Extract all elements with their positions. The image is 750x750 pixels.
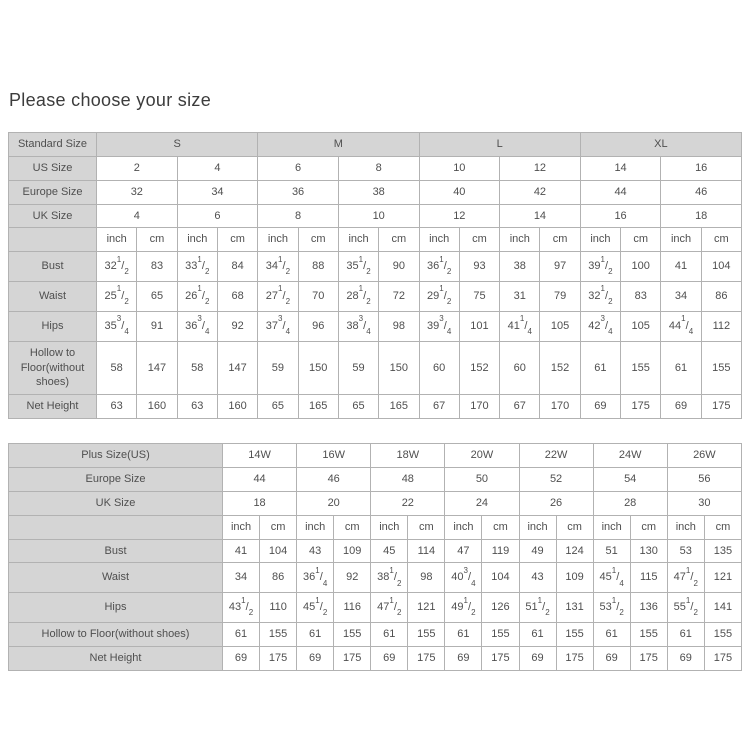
- size-value-cell: 61: [519, 623, 556, 647]
- size-value-cell: 155: [630, 623, 667, 647]
- size-value-cell: 58: [177, 341, 217, 395]
- size-value-cell: $33^1/_2$: [177, 252, 217, 282]
- size-value-cell: 88: [298, 252, 338, 282]
- size-value-cell: $42^3/_4$: [580, 311, 620, 341]
- size-value-cell: $47^1/_2$: [371, 593, 408, 623]
- size-value-cell: 165: [379, 395, 419, 419]
- size-value-cell: $29^1/_2$: [419, 282, 459, 312]
- size-value-cell: 26: [519, 491, 593, 515]
- size-value-cell: 45: [371, 539, 408, 563]
- size-value-cell: 65: [258, 395, 298, 419]
- size-value-cell: 101: [459, 311, 499, 341]
- size-value-cell: 61: [593, 623, 630, 647]
- standard-size-table: [8, 132, 742, 419]
- size-value-cell: $36^3/_4$: [177, 311, 217, 341]
- size-value-cell: 126: [482, 593, 519, 623]
- size-value-cell: inch: [580, 228, 620, 252]
- size-value-cell: 67: [500, 395, 540, 419]
- size-value-cell: 69: [371, 646, 408, 670]
- size-value-cell: cm: [334, 515, 371, 539]
- size-value-cell: L: [419, 133, 580, 157]
- size-value-cell: 60: [500, 341, 540, 395]
- plus-size-table: [8, 443, 742, 671]
- size-value-cell: $38^1/_2$: [371, 563, 408, 593]
- size-value-cell: 69: [519, 646, 556, 670]
- size-value-cell: inch: [445, 515, 482, 539]
- size-value-cell: 70: [298, 282, 338, 312]
- row-label-cell: US Size: [9, 156, 97, 180]
- size-value-cell: $47^1/_2$: [667, 563, 704, 593]
- size-value-cell: 104: [260, 539, 297, 563]
- size-value-cell: $49^1/_2$: [445, 593, 482, 623]
- size-value-cell: 59: [338, 341, 378, 395]
- size-value-cell: 36: [258, 180, 339, 204]
- size-value-cell: inch: [371, 515, 408, 539]
- size-value-cell: 147: [137, 341, 177, 395]
- size-value-cell: 130: [630, 539, 667, 563]
- size-value-cell: $34^1/_2$: [258, 252, 298, 282]
- size-value-cell: 8: [258, 204, 339, 228]
- size-value-cell: inch: [500, 228, 540, 252]
- row-label-cell: Waist: [9, 563, 223, 593]
- size-value-cell: 44: [580, 180, 661, 204]
- size-value-cell: 175: [621, 395, 661, 419]
- row-label-cell: Hollow to Floor(without shoes): [9, 341, 97, 395]
- size-value-cell: cm: [137, 228, 177, 252]
- size-value-cell: 48: [371, 467, 445, 491]
- size-value-cell: cm: [459, 228, 499, 252]
- size-value-cell: $32^1/_2$: [580, 282, 620, 312]
- size-value-cell: 90: [379, 252, 419, 282]
- size-value-cell: 175: [408, 646, 445, 670]
- size-value-cell: 16W: [297, 444, 371, 468]
- table-row: [9, 444, 742, 468]
- size-value-cell: 155: [701, 341, 741, 395]
- size-value-cell: 20: [297, 491, 371, 515]
- size-value-cell: 84: [217, 252, 257, 282]
- size-value-cell: 155: [334, 623, 371, 647]
- size-value-cell: cm: [379, 228, 419, 252]
- size-value-cell: 40: [419, 180, 500, 204]
- size-value-cell: 12: [500, 156, 581, 180]
- size-value-cell: $26^1/_2$: [177, 282, 217, 312]
- table-row: [9, 593, 742, 623]
- size-value-cell: 34: [223, 563, 260, 593]
- size-value-cell: 86: [701, 282, 741, 312]
- size-value-cell: 42: [500, 180, 581, 204]
- row-label-cell: Hips: [9, 311, 97, 341]
- size-value-cell: 105: [540, 311, 580, 341]
- size-value-cell: 69: [667, 646, 704, 670]
- table-row: [9, 395, 742, 419]
- size-value-cell: 14: [500, 204, 581, 228]
- size-value-cell: 116: [334, 593, 371, 623]
- row-label-cell: UK Size: [9, 491, 223, 515]
- size-value-cell: 38: [500, 252, 540, 282]
- size-value-cell: $43^1/_2$: [223, 593, 260, 623]
- size-value-cell: cm: [482, 515, 519, 539]
- size-value-cell: 34: [661, 282, 701, 312]
- size-value-cell: inch: [667, 515, 704, 539]
- size-value-cell: 150: [379, 341, 419, 395]
- size-value-cell: cm: [260, 515, 297, 539]
- size-value-cell: cm: [556, 515, 593, 539]
- row-label-cell: Bust: [9, 252, 97, 282]
- size-value-cell: 53: [667, 539, 704, 563]
- size-value-cell: 32: [97, 180, 178, 204]
- size-value-cell: 41: [223, 539, 260, 563]
- table-row: [9, 133, 742, 157]
- size-value-cell: cm: [704, 515, 741, 539]
- size-value-cell: 22: [371, 491, 445, 515]
- table-row: [9, 228, 742, 252]
- size-value-cell: 4: [97, 204, 178, 228]
- size-value-cell: inch: [297, 515, 334, 539]
- size-value-cell: inch: [258, 228, 298, 252]
- size-value-cell: 121: [704, 563, 741, 593]
- size-value-cell: $37^3/_4$: [258, 311, 298, 341]
- size-value-cell: $36^1/_2$: [419, 252, 459, 282]
- table-row: [9, 282, 742, 312]
- size-value-cell: 67: [419, 395, 459, 419]
- size-value-cell: 10: [338, 204, 419, 228]
- size-value-cell: 96: [298, 311, 338, 341]
- size-value-cell: 16: [661, 156, 742, 180]
- size-value-cell: $35^1/_2$: [338, 252, 378, 282]
- size-value-cell: cm: [701, 228, 741, 252]
- size-value-cell: cm: [630, 515, 667, 539]
- size-value-cell: 93: [459, 252, 499, 282]
- size-value-cell: $38^3/_4$: [338, 311, 378, 341]
- size-value-cell: 170: [459, 395, 499, 419]
- size-value-cell: 135: [704, 539, 741, 563]
- size-value-cell: inch: [338, 228, 378, 252]
- size-value-cell: 30: [667, 491, 741, 515]
- size-value-cell: 98: [379, 311, 419, 341]
- size-value-cell: $44^1/_4$: [661, 311, 701, 341]
- size-value-cell: 119: [482, 539, 519, 563]
- size-value-cell: 165: [298, 395, 338, 419]
- size-value-cell: 61: [580, 341, 620, 395]
- size-value-cell: 63: [177, 395, 217, 419]
- row-label-cell: Waist: [9, 282, 97, 312]
- size-value-cell: 155: [704, 623, 741, 647]
- size-value-cell: $36^1/_4$: [297, 563, 334, 593]
- table-row: [9, 180, 742, 204]
- size-value-cell: 83: [137, 252, 177, 282]
- size-value-cell: 16: [580, 204, 661, 228]
- size-value-cell: 20W: [445, 444, 519, 468]
- size-value-cell: 79: [540, 282, 580, 312]
- size-value-cell: 31: [500, 282, 540, 312]
- table-row: [9, 156, 742, 180]
- size-value-cell: $41^1/_4$: [500, 311, 540, 341]
- size-value-cell: S: [97, 133, 258, 157]
- size-value-cell: M: [258, 133, 419, 157]
- size-value-cell: 61: [297, 623, 334, 647]
- size-value-cell: $51^1/_2$: [519, 593, 556, 623]
- size-value-cell: 46: [297, 467, 371, 491]
- size-value-cell: inch: [661, 228, 701, 252]
- page-title: Please choose your size: [9, 90, 212, 110]
- size-value-cell: cm: [621, 228, 661, 252]
- size-value-cell: 155: [260, 623, 297, 647]
- size-value-cell: 136: [630, 593, 667, 623]
- size-value-cell: $28^1/_2$: [338, 282, 378, 312]
- row-label-cell: Bust: [9, 539, 223, 563]
- size-value-cell: $40^3/_4$: [445, 563, 482, 593]
- table-row: [9, 491, 742, 515]
- size-value-cell: 150: [298, 341, 338, 395]
- size-value-cell: 175: [701, 395, 741, 419]
- size-value-cell: 175: [556, 646, 593, 670]
- table-row: [9, 515, 742, 539]
- size-value-cell: $55^1/_2$: [667, 593, 704, 623]
- size-value-cell: 34: [177, 180, 258, 204]
- table-row: [9, 252, 742, 282]
- size-value-cell: 61: [661, 341, 701, 395]
- size-value-cell: 10: [419, 156, 500, 180]
- size-value-cell: 12: [419, 204, 500, 228]
- size-value-cell: $53^1/_2$: [593, 593, 630, 623]
- size-value-cell: 51: [593, 539, 630, 563]
- size-value-cell: 69: [593, 646, 630, 670]
- size-value-cell: 69: [223, 646, 260, 670]
- size-value-cell: inch: [223, 515, 260, 539]
- size-value-cell: 175: [260, 646, 297, 670]
- size-value-cell: 26W: [667, 444, 741, 468]
- size-value-cell: 22W: [519, 444, 593, 468]
- size-value-cell: 175: [334, 646, 371, 670]
- size-value-cell: 50: [445, 467, 519, 491]
- size-value-cell: 152: [459, 341, 499, 395]
- size-value-cell: 105: [621, 311, 661, 341]
- size-value-cell: 6: [177, 204, 258, 228]
- size-value-cell: 44: [223, 467, 297, 491]
- size-value-cell: 86: [260, 563, 297, 593]
- row-label-cell: Hollow to Floor(without shoes): [9, 623, 223, 647]
- size-value-cell: 175: [704, 646, 741, 670]
- size-value-cell: 104: [701, 252, 741, 282]
- size-value-cell: $45^1/_2$: [297, 593, 334, 623]
- size-value-cell: 61: [223, 623, 260, 647]
- size-value-cell: $45^1/_4$: [593, 563, 630, 593]
- size-value-cell: 43: [297, 539, 334, 563]
- size-value-cell: 63: [97, 395, 137, 419]
- size-value-cell: 141: [704, 593, 741, 623]
- size-value-cell: 155: [408, 623, 445, 647]
- size-value-cell: 43: [519, 563, 556, 593]
- size-value-cell: 112: [701, 311, 741, 341]
- size-value-cell: 47: [445, 539, 482, 563]
- size-value-cell: 61: [371, 623, 408, 647]
- size-value-cell: 100: [621, 252, 661, 282]
- size-value-cell: 124: [556, 539, 593, 563]
- size-value-cell: 160: [137, 395, 177, 419]
- size-value-cell: $35^3/_4$: [97, 311, 137, 341]
- size-value-cell: 41: [661, 252, 701, 282]
- table-row: [9, 467, 742, 491]
- size-value-cell: XL: [580, 133, 741, 157]
- size-value-cell: 24: [445, 491, 519, 515]
- size-value-cell: 110: [260, 593, 297, 623]
- size-value-cell: 54: [593, 467, 667, 491]
- size-value-cell: 6: [258, 156, 339, 180]
- size-value-cell: 131: [556, 593, 593, 623]
- size-value-cell: 91: [137, 311, 177, 341]
- size-value-cell: 69: [580, 395, 620, 419]
- size-value-cell: 56: [667, 467, 741, 491]
- table-row: [9, 646, 742, 670]
- size-value-cell: 115: [630, 563, 667, 593]
- size-value-cell: 60: [419, 341, 459, 395]
- table-row: [9, 563, 742, 593]
- table-row: [9, 204, 742, 228]
- row-label-cell: UK Size: [9, 204, 97, 228]
- row-label-cell: Standard Size: [9, 133, 97, 157]
- size-value-cell: 155: [482, 623, 519, 647]
- size-value-cell: $39^3/_4$: [419, 311, 459, 341]
- size-value-cell: inch: [97, 228, 137, 252]
- size-value-cell: 83: [621, 282, 661, 312]
- size-value-cell: 109: [334, 539, 371, 563]
- size-value-cell: inch: [593, 515, 630, 539]
- size-value-cell: inch: [419, 228, 459, 252]
- row-label-cell: Net Height: [9, 395, 97, 419]
- size-value-cell: cm: [217, 228, 257, 252]
- size-value-cell: 18: [223, 491, 297, 515]
- size-value-cell: 121: [408, 593, 445, 623]
- row-label-cell: [9, 228, 97, 252]
- size-value-cell: 59: [258, 341, 298, 395]
- size-value-cell: 14: [580, 156, 661, 180]
- size-value-cell: inch: [177, 228, 217, 252]
- size-value-cell: 92: [217, 311, 257, 341]
- row-label-cell: Hips: [9, 593, 223, 623]
- size-value-cell: 72: [379, 282, 419, 312]
- size-value-cell: cm: [298, 228, 338, 252]
- size-value-cell: 170: [540, 395, 580, 419]
- size-value-cell: 152: [540, 341, 580, 395]
- size-value-cell: cm: [540, 228, 580, 252]
- row-label-cell: [9, 515, 223, 539]
- size-value-cell: 104: [482, 563, 519, 593]
- size-value-cell: 155: [556, 623, 593, 647]
- row-label-cell: Net Height: [9, 646, 223, 670]
- size-value-cell: $32^1/_2$: [97, 252, 137, 282]
- size-value-cell: 46: [661, 180, 742, 204]
- size-value-cell: 2: [97, 156, 178, 180]
- size-value-cell: 160: [217, 395, 257, 419]
- size-value-cell: 75: [459, 282, 499, 312]
- size-value-cell: 18: [661, 204, 742, 228]
- size-value-cell: 28: [593, 491, 667, 515]
- size-value-cell: $39^1/_2$: [580, 252, 620, 282]
- size-value-cell: 155: [621, 341, 661, 395]
- row-label-cell: Plus Size(US): [9, 444, 223, 468]
- size-value-cell: 69: [445, 646, 482, 670]
- table-row: [9, 311, 742, 341]
- size-value-cell: 61: [445, 623, 482, 647]
- size-value-cell: 147: [217, 341, 257, 395]
- size-value-cell: 4: [177, 156, 258, 180]
- size-value-cell: 49: [519, 539, 556, 563]
- table-row: [9, 341, 742, 395]
- size-value-cell: 14W: [223, 444, 297, 468]
- size-value-cell: 68: [217, 282, 257, 312]
- table-row: [9, 623, 742, 647]
- row-label-cell: Europe Size: [9, 467, 223, 491]
- size-value-cell: 114: [408, 539, 445, 563]
- size-value-cell: 61: [667, 623, 704, 647]
- row-label-cell: Europe Size: [9, 180, 97, 204]
- size-value-cell: 65: [137, 282, 177, 312]
- table-row: [9, 539, 742, 563]
- size-value-cell: cm: [408, 515, 445, 539]
- size-value-cell: 92: [334, 563, 371, 593]
- size-value-cell: inch: [519, 515, 556, 539]
- size-value-cell: 97: [540, 252, 580, 282]
- size-value-cell: 69: [297, 646, 334, 670]
- size-value-cell: 18W: [371, 444, 445, 468]
- size-value-cell: 175: [630, 646, 667, 670]
- size-value-cell: 65: [338, 395, 378, 419]
- size-value-cell: 24W: [593, 444, 667, 468]
- size-value-cell: 69: [661, 395, 701, 419]
- size-value-cell: $27^1/_2$: [258, 282, 298, 312]
- size-value-cell: 8: [338, 156, 419, 180]
- size-value-cell: 109: [556, 563, 593, 593]
- size-value-cell: 58: [97, 341, 137, 395]
- size-value-cell: 52: [519, 467, 593, 491]
- size-value-cell: 175: [482, 646, 519, 670]
- size-value-cell: $25^1/_2$: [97, 282, 137, 312]
- size-value-cell: 98: [408, 563, 445, 593]
- size-value-cell: 38: [338, 180, 419, 204]
